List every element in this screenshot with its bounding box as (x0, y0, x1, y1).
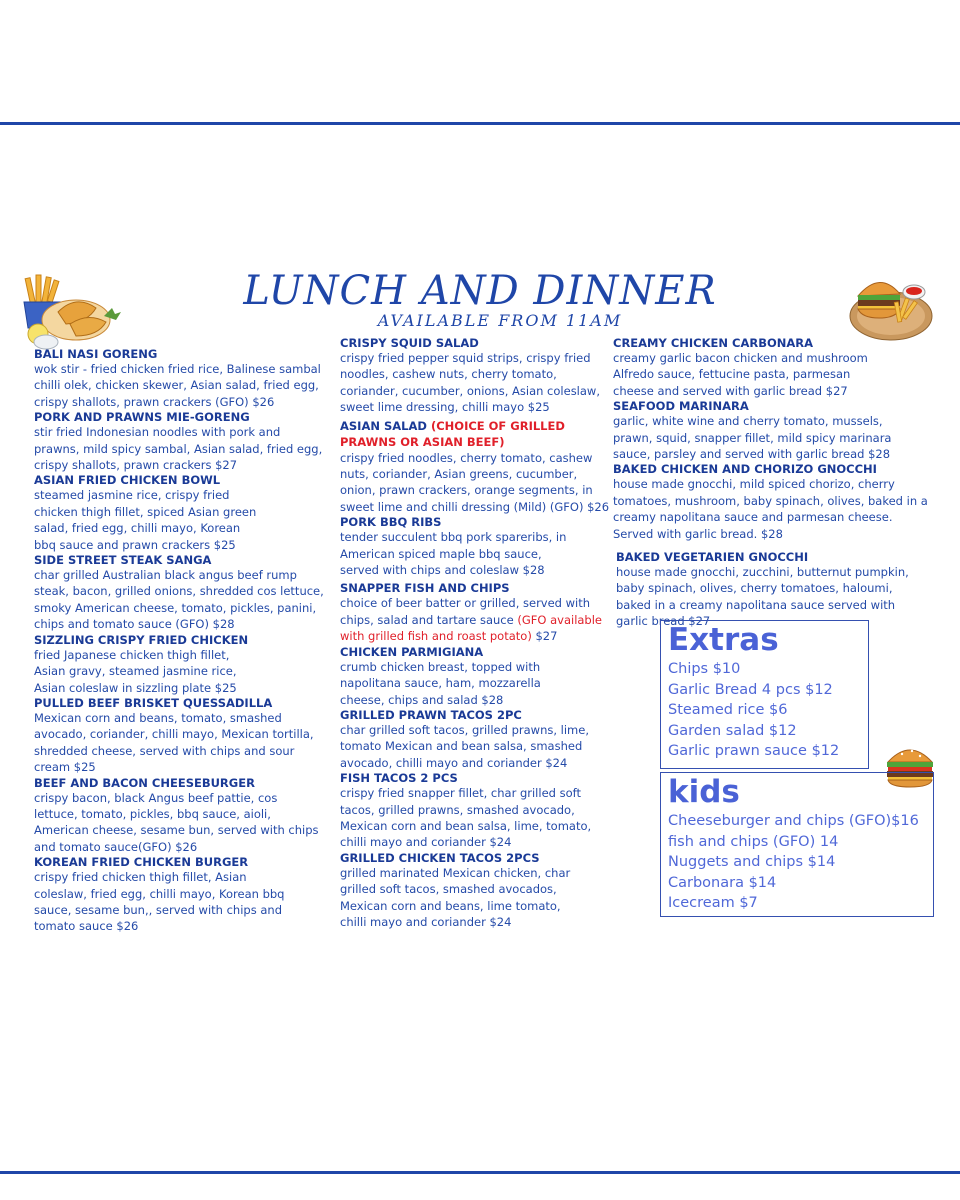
menu-item (34, 347, 324, 410)
menu-item (340, 771, 612, 851)
item-name: GRILLED CHICKEN TACOS 2PCS (340, 850, 540, 865)
menu-item (613, 462, 933, 542)
item-description: creamy garlic bacon chicken and mushroom Alfredo sauce, fettucine pasta, parmesan cheese and served with garlic bread $27 (613, 351, 868, 398)
item-name: SIDE STREET STEAK SANGA (34, 553, 212, 568)
menu-column-3 (613, 336, 933, 630)
menu-column-1 (34, 347, 324, 935)
item-gfo-note: (GFO available with grilled fish and roast potato) (340, 612, 603, 644)
list-item: Garlic prawn sauce $12 (668, 743, 840, 759)
menu-item (34, 776, 324, 856)
item-description: crispy fried snapper fillet, char grilled soft tacos, grilled prawns, smashed avocado, Mexican corn and bean salsa, lime, tomato, chilli mayo and coriander $24 (340, 786, 592, 850)
item-description: garlic, white wine and cherry tomato, mussels, prawn, squid, snapper fillet, mild spicy marinara sauce, parsley and served with garlic bread $28 (613, 414, 892, 462)
item-name: BALI NASI GORENG (34, 347, 158, 361)
item-description: steamed jasmine rice, crispy fried chicken thigh fillet, spiced Asian green salad, fried egg, chilli mayo, Korean bbq sauce and prawn crackers $25 (34, 488, 257, 552)
extras-list (661, 659, 868, 762)
item-name: GRILLED PRAWN TACOS 2PC (340, 707, 522, 722)
list-item: Steamed rice $6 (668, 702, 788, 718)
kids-list (661, 811, 933, 914)
menu-item (340, 418, 612, 516)
list-item: Carbonara $14 (668, 874, 777, 891)
item-name: ASIAN SALAD (340, 418, 427, 433)
menu-item (613, 399, 933, 462)
list-item: Icecream $7 (668, 895, 758, 911)
item-name: BEEF AND BACON CHEESEBURGER (34, 775, 255, 790)
menu-item (340, 851, 612, 931)
item-name: CRISPY SQUID SALAD (340, 336, 479, 350)
item-name-note: (CHOICE OF GRILLED PRAWNS OR ASIAN BEEF) (340, 418, 565, 449)
page-title: LUNCH AND DINNER (243, 268, 717, 314)
item-name: CREAMY CHICKEN CARBONARA (613, 336, 814, 350)
page-subtitle: AVAILABLE FROM 11AM (377, 311, 623, 330)
item-description: char grilled soft tacos, grilled prawns, lime, tomato Mexican and bean salsa, smashed avocado, chilli mayo and coriander $24 (340, 722, 589, 770)
item-name: SNAPPER FISH AND CHIPS (340, 581, 510, 596)
item-name: PORK BBQ RIBS (340, 515, 442, 530)
menu-item (340, 708, 612, 771)
list-item: fish and chips (GFO) 14 (668, 833, 839, 850)
bottom-rule (0, 1171, 960, 1174)
list-item: Garden salad $12 (668, 722, 797, 739)
item-name: SIZZLING CRISPY FRIED CHICKEN (34, 632, 249, 647)
list-item: Nuggets and chips $14 (668, 854, 836, 870)
menu-item (34, 696, 324, 776)
item-name: KOREAN FRIED CHICKEN BURGER (34, 855, 249, 870)
item-name: FISH TACOS 2 PCS (340, 771, 458, 786)
item-description: house made gnocchi, mild spiced chorizo, cherry tomatoes, mushroom, baby spinach, olives, baked in a creamy napolitana sauce and parmesan cheese. Served with garlic bread. $28 (613, 477, 928, 541)
item-description: grilled marinated Mexican chicken, char grilled soft tacos, smashed avocados, Mexican corn and beans, lime tomato, chilli mayo and coriander $24 (340, 865, 571, 929)
top-rule (0, 122, 960, 125)
item-description: crispy fried pepper squid strips, crispy fried noodles, cashew nuts, cherry tomato, coriander, cucumber, onions, Asian coleslaw, sweet lime dressing, chilli mayo $25 (340, 351, 600, 415)
item-name: PULLED BEEF BRISKET QUESSADILLA (34, 695, 273, 710)
item-name: ASIAN FRIED CHICKEN BOWL (34, 473, 221, 488)
item-name: PORK AND PRAWNS MIE-GORENG (34, 410, 250, 425)
menu-column-2 (340, 336, 612, 930)
menu-item (34, 855, 324, 935)
menu-item (34, 410, 324, 473)
item-name: BAKED VEGETARIEN GNOCCHI (616, 550, 809, 565)
item-description: crispy fried noodles, cherry tomato, cashew nuts, coriander, Asian greens, cucumber, onion, prawn crackers, orange segments, in sweet lime and chilli dressing (Mild) (GFO) $26 (340, 450, 610, 514)
item-description: wok stir - fried chicken fried rice, Balinese sambal chilli olek, chicken skewer, Asian salad, fried egg, crispy shallots, prawn crackers (GFO) $26 (34, 362, 321, 409)
extras-title: Extras (668, 622, 779, 658)
item-description: crispy bacon, black Angus beef pattie, cos lettuce, tomato, pickles, bbq sauce, aioli, American cheese, sesame bun, served with chips and tomato sauce(GFO) $26 (34, 790, 319, 854)
item-description: char grilled Australian black angus beef rump steak, bacon, grilled onions, shredded cos lettuce, smoky American cheese, tomato, pickles, panini, chips and tomato sauce (GFO) $28 (34, 568, 324, 632)
item-description: crispy fried chicken thigh fillet, Asian coleslaw, fried egg, chilli mayo, Korean bbq sauce, sesame bun,, served with chips and tomato sauce $26 (34, 870, 285, 934)
item-description: house made gnocchi, zucchini, butternut pumpkin, baby spinach, olives, cherry tomatoes, haloumi, baked in a creamy napolitana sauce served with garlic bread $27 (616, 565, 909, 629)
item-name: CHICKEN PARMIGIANA (340, 644, 484, 659)
menu-item (34, 473, 324, 553)
list-item: Garlic Bread 4 pcs $12 (668, 681, 833, 698)
menu-item (613, 550, 933, 630)
kids-title: kids (668, 774, 740, 810)
menu-item (34, 553, 324, 633)
item-description: fried Japanese chicken thigh fillet, Asian gravy, steamed jasmine rice, Asian coleslaw in sizzling plate $25 (34, 647, 237, 695)
menu-item (340, 645, 612, 708)
item-price: $27 (531, 629, 558, 644)
menu-item (340, 515, 612, 578)
item-description: crumb chicken breast, topped with napolitana sauce, ham, mozzarella cheese, chips and salad $28 (340, 659, 541, 707)
list-item: Chips $10 (668, 661, 741, 677)
menu-item (340, 336, 612, 416)
item-description: stir fried Indonesian noodles with pork and prawns, mild spicy sambal, Asian salad, fried egg, crispy shallots, prawn crackers $27 (34, 425, 323, 473)
menu-item (34, 633, 324, 696)
kids-box (660, 772, 934, 917)
item-name: BAKED CHICKEN AND CHORIZO GNOCCHI (613, 462, 877, 477)
item-name: SEAFOOD MARINARA (613, 399, 749, 414)
menu-item (340, 581, 612, 644)
item-description: tender succulent bbq pork spareribs, in American spiced maple bbq sauce, served with chips and coleslaw $28 (340, 530, 567, 578)
list-item: Cheeseburger and chips (GFO)$16 (668, 813, 919, 829)
item-description: Mexican corn and beans, tomato, smashed avocado, coriander, chilli mayo, Mexican tortilla, shredded cheese, served with chips and sour cream $25 (34, 710, 314, 775)
item-description: choice of beer batter or grilled, served with chips, salad and tartare sauce (340, 596, 591, 627)
extras-box (660, 620, 869, 769)
menu-item (613, 336, 933, 399)
